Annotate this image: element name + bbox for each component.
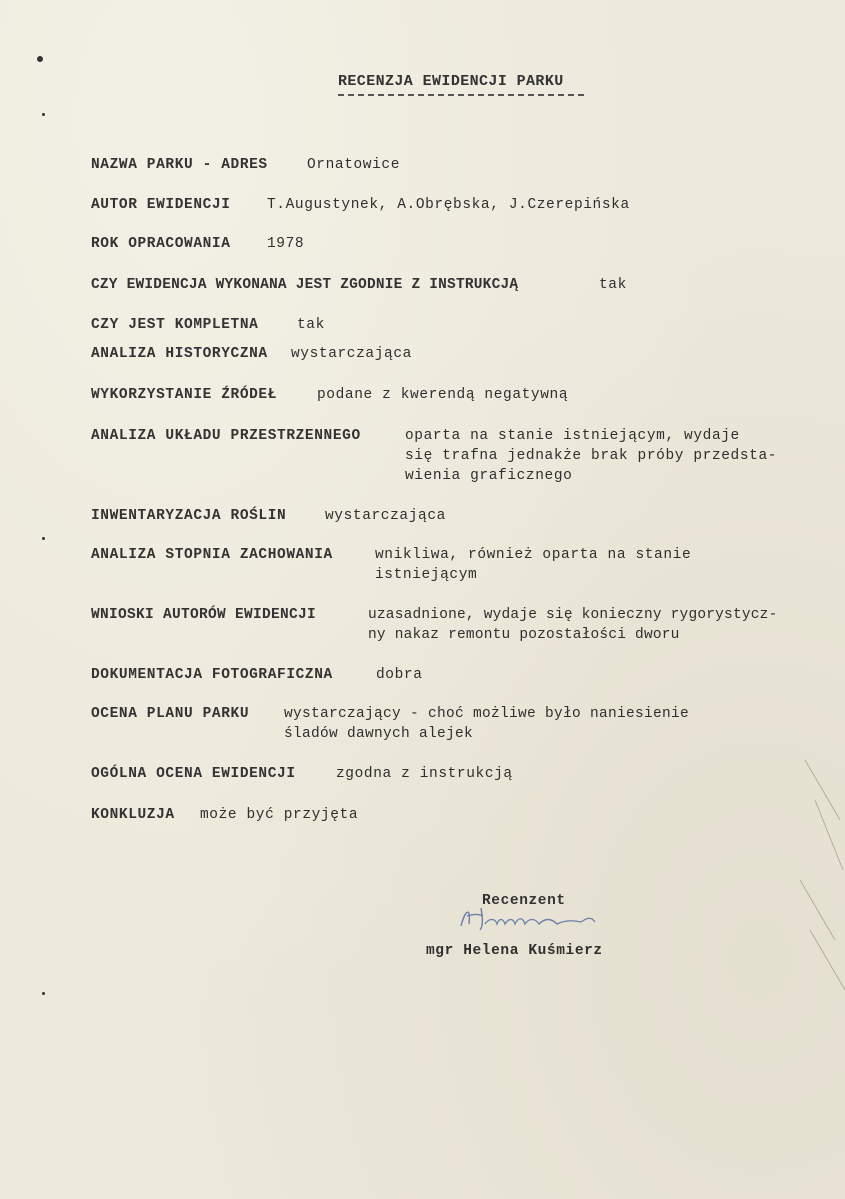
field-value: dobra xyxy=(376,667,423,683)
field-value: wystarczający - choć możliwe było naniesienie xyxy=(284,706,690,722)
field-label: DOKUMENTACJA FOTOGRAFICZNA xyxy=(91,667,333,683)
field-value: może być przyjęta xyxy=(200,807,359,823)
field-value: 1978 xyxy=(267,236,305,252)
field-label: CZY JEST KOMPLETNA xyxy=(91,317,259,333)
field-value: istniejącym xyxy=(375,567,478,583)
field-value: zgodna z instrukcją xyxy=(336,766,513,782)
margin-mark xyxy=(37,56,43,62)
margin-mark xyxy=(42,537,45,540)
field-value: T.Augustynek, A.Obrębska, J.Czerepińska xyxy=(267,197,630,213)
margin-mark xyxy=(42,992,45,995)
field-value: Ornatowice xyxy=(307,157,401,173)
paper-crease xyxy=(795,760,845,1000)
field-label: ANALIZA STOPNIA ZACHOWANIA xyxy=(91,547,333,563)
field-label: OCENA PLANU PARKU xyxy=(91,706,250,722)
field-value: oparta na stanie istniejącym, wydaje xyxy=(405,428,740,444)
field-label: KONKLUZJA xyxy=(91,807,175,823)
field-value: uzasadnione, wydaje się konieczny rygorystycz- xyxy=(368,607,778,623)
field-label: WYKORZYSTANIE ŹRÓDEŁ xyxy=(91,387,278,403)
field-value: ny nakaz remontu pozostałości dworu xyxy=(368,627,680,643)
field-label: ANALIZA UKŁADU PRZESTRZENNEGO xyxy=(91,428,361,444)
field-label: ROK OPRACOWANIA xyxy=(91,236,231,252)
document-title: RECENZJA EWIDENCJI PARKU xyxy=(338,73,564,90)
field-value: wystarczająca xyxy=(325,508,446,524)
reviewer-name: mgr Helena Kuśmierz xyxy=(426,943,603,959)
field-value: wystarczająca xyxy=(291,346,412,362)
field-value: się trafna jednakże brak próby przedsta- xyxy=(405,448,778,464)
field-label: OGÓLNA OCENA EWIDENCJI xyxy=(91,766,296,782)
field-label: NAZWA PARKU - ADRES xyxy=(91,157,268,173)
field-value: podane z kwerendą negatywną xyxy=(317,387,569,403)
field-label: WNIOSKI AUTORÓW EWIDENCJI xyxy=(91,607,317,623)
field-label: CZY EWIDENCJA WYKONANA JEST ZGODNIE Z INSTRUKCJĄ xyxy=(91,277,519,293)
signature xyxy=(453,900,603,940)
field-label: ANALIZA HISTORYCZNA xyxy=(91,346,268,362)
field-value: śladów dawnych alejek xyxy=(284,726,474,742)
title-underline xyxy=(338,94,584,96)
field-value: tak xyxy=(599,277,627,293)
field-value: tak xyxy=(297,317,325,333)
field-label: INWENTARYZACJA ROŚLIN xyxy=(91,508,287,524)
field-value: wnikliwa, również oparta na stanie xyxy=(375,547,692,563)
margin-mark xyxy=(42,113,45,116)
field-label: AUTOR EWIDENCJI xyxy=(91,197,231,213)
reviewer-heading: Recenzent xyxy=(482,893,566,909)
field-value: wienia graficznego xyxy=(405,468,573,484)
